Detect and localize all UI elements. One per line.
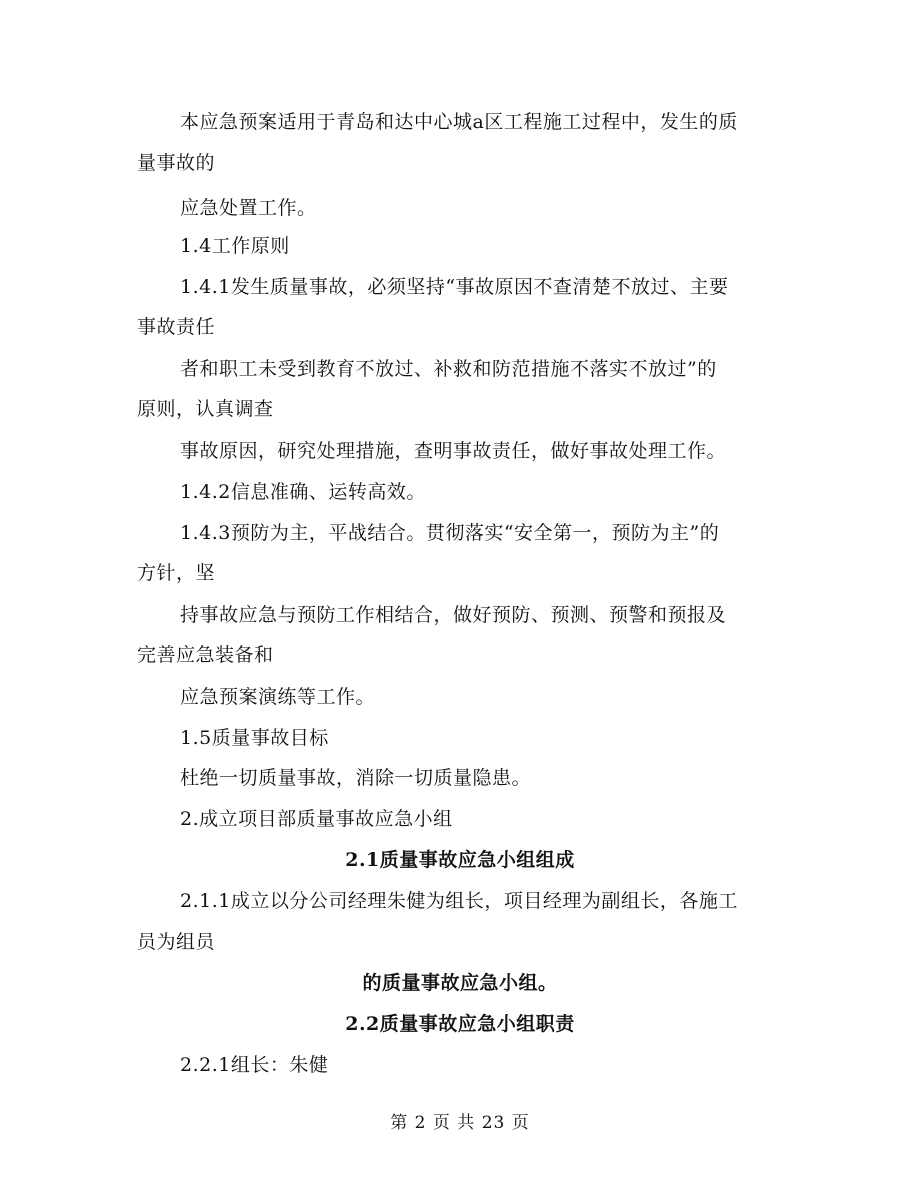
paragraph-line-10: 1.4.2信息准确、运转高效。 (180, 481, 426, 503)
paragraph-line-5: 1.4.1发生质量事故，必须坚持“事故原因不查清楚不放过、主要 (180, 276, 729, 298)
paragraph-line-11: 1.4.3预防为主，平战结合。贯彻落实“安全第一，预防为主”的 (180, 522, 720, 544)
paragraph-line-24: 2.2.1组长：朱健 (180, 1054, 329, 1076)
section-heading-1-4: 1.4工作原则 (180, 235, 290, 257)
page-number-footer: 第 2 页 共 23 页 (390, 1113, 530, 1133)
paragraph-line-8: 原则，认真调查 (137, 398, 274, 420)
paragraph-line-21: 员为组员 (137, 931, 216, 953)
heading-2-2: 2.2质量事故应急小组职责 (345, 1013, 575, 1035)
paragraph-line-6: 事故责任 (137, 316, 216, 338)
heading-2-1: 2.1质量事故应急小组组成 (345, 849, 575, 871)
paragraph-line-17: 杜绝一切质量事故，消除一切质量隐患。 (180, 767, 532, 789)
paragraph-line-15: 应急预案演练等工作。 (180, 686, 376, 708)
paragraph-line-12: 方针，坚 (137, 562, 216, 584)
paragraph-line-2: 量事故的 (137, 152, 216, 174)
paragraph-line-1: 本应急预案适用于青岛和达中心城a区工程施工过程中，发生的质 (180, 111, 738, 133)
section-heading-2: 2.成立项目部质量事故应急小组 (180, 808, 453, 830)
paragraph-line-14: 完善应急装备和 (137, 644, 274, 666)
paragraph-line-7: 者和职工未受到教育不放过、补救和防范措施不落实不放过”的 (180, 358, 717, 380)
section-heading-1-5: 1.5质量事故目标 (180, 727, 329, 749)
centered-line-22: 的质量事故应急小组。 (362, 972, 558, 994)
paragraph-line-20: 2.1.1成立以分公司经理朱健为组长，项目经理为副组长，各施工 (180, 890, 738, 912)
paragraph-line-3: 应急处置工作。 (180, 197, 317, 219)
paragraph-line-13: 持事故应急与预防工作相结合，做好预防、预测、预警和预报及 (180, 604, 727, 626)
paragraph-line-9: 事故原因，研究处理措施，查明事故责任，做好事故处理工作。 (180, 440, 727, 462)
